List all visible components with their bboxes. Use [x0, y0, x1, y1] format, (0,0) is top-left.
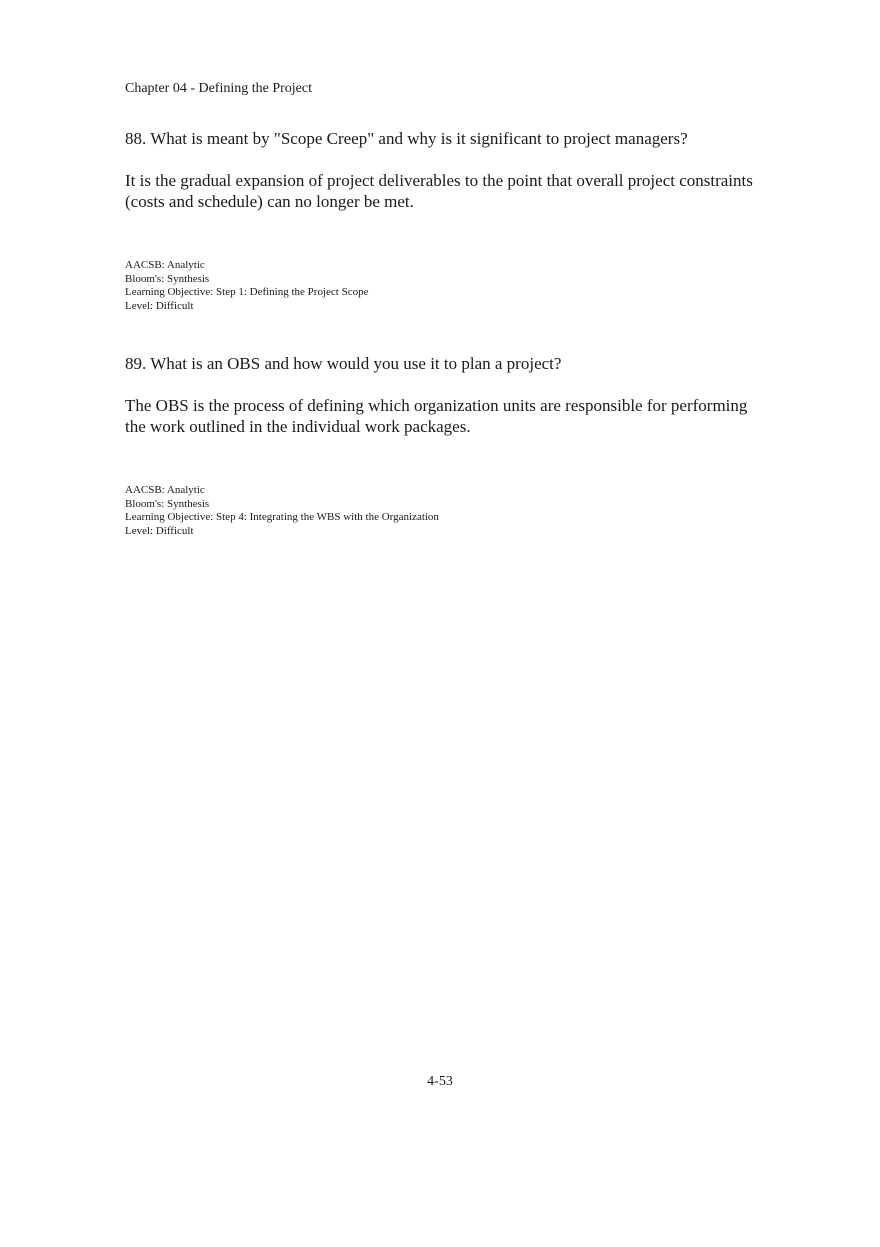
- question-text: 88. What is meant by "Scope Creep" and why is it significant to project managers?: [125, 129, 688, 148]
- meta-level: Level: Difficult: [125, 299, 194, 312]
- meta-learning-objective: Learning Objective: Step 4: Integrating the WBS with the Organization: [125, 511, 439, 523]
- chapter-header: Chapter 04 - Defining the Project: [125, 81, 313, 96]
- answer-line: The OBS is the process of defining which organization units are responsible for performing: [125, 396, 748, 415]
- meta-learning-objective: Learning Objective: Step 1: Defining the Project Scope: [125, 286, 369, 298]
- answer-text: [125, 170, 785, 212]
- page-number: 4-53: [427, 1074, 453, 1089]
- question-text: 89. What is an OBS and how would you use it to plan a project?: [125, 354, 562, 373]
- question-block-88: [125, 128, 785, 313]
- answer-text: [125, 395, 785, 437]
- question-block-89: [125, 353, 785, 538]
- meta-level: Level: Difficult: [125, 524, 194, 537]
- question-metadata: [125, 259, 785, 313]
- answer-line: (costs and schedule) can no longer be met.: [125, 192, 414, 211]
- meta-blooms: Bloom's: Synthesis: [125, 497, 210, 510]
- answer-line: the work outlined in the individual work packages.: [125, 417, 471, 436]
- meta-blooms: Bloom's: Synthesis: [125, 272, 210, 285]
- meta-aacsb: AACSB: Analytic: [125, 484, 205, 496]
- meta-aacsb: AACSB: Analytic: [125, 259, 205, 271]
- answer-line: It is the gradual expansion of project deliverables to the point that overall project constraints: [125, 171, 753, 190]
- question-metadata: [125, 484, 785, 538]
